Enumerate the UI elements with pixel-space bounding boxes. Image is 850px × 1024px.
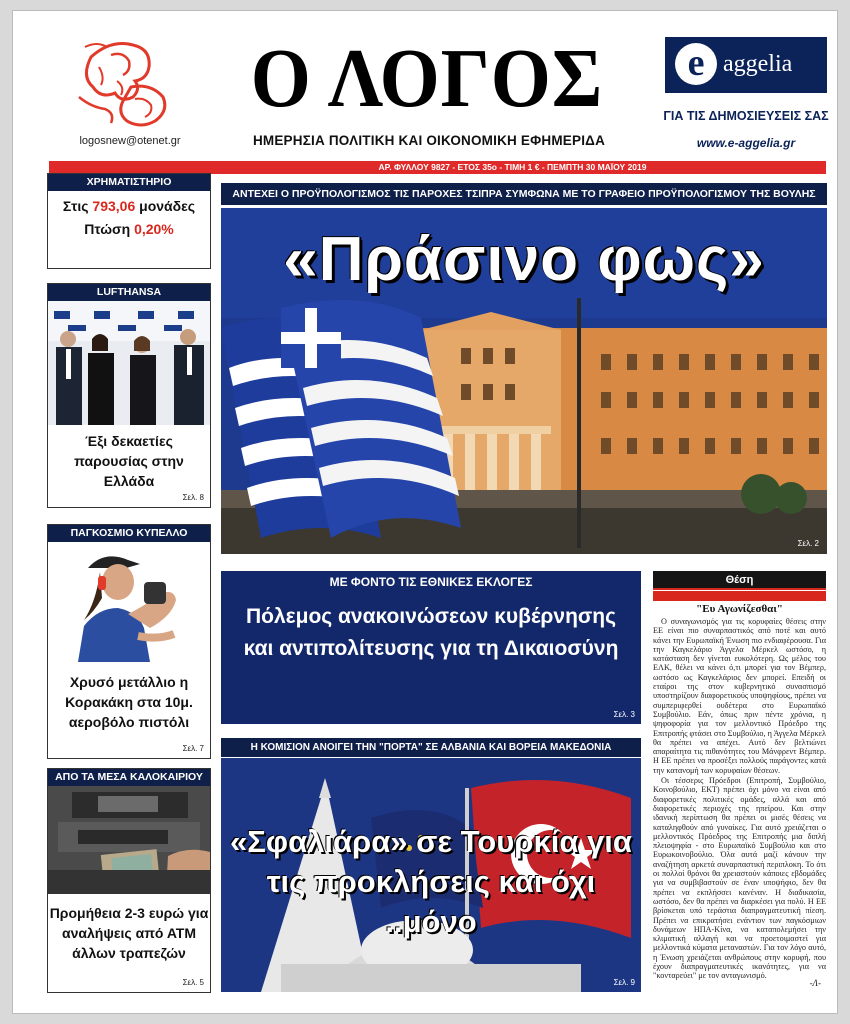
sidebar-story-text: Προμήθεια 2-3 ευρώ για αναλήψεις από ΑΤΜ άλλων τραπεζών <box>49 905 209 961</box>
ad-url-link[interactable]: www.e-aggelia.gr <box>696 136 796 150</box>
ad-tagline: ΓΙΑ ΤΙΣ ΔΗΜΟΣΙΕΥΣΕΙΣ ΣΑΣ <box>663 109 829 123</box>
lufthansa-photo-art <box>48 301 210 425</box>
lead-story-kicker: ΑΝΤΕΧΕΙ Ο ΠΡΟΫΠΟΛΟΓΙΣΜΟΣ ΤΙΣ ΠΑΡΟΧΕΣ ΤΣΙΠΡΑ ΣΥΜΦΩΝΑ ΜΕ ΤΟ ΓΡΑΦΕΙΟ ΠΡΟΫΠΟΛΟΓΙΣΜΟΥ ΤΗΣ ΒΟΥΛΗΣ <box>221 183 827 205</box>
stock-header: ΧΡΗΜΑΤΙΣΤΗΡΙΟ <box>48 174 210 191</box>
sidebar-story-header: LUFTHANSA <box>48 284 210 301</box>
stock-index-line <box>48 198 210 214</box>
e-logo-icon: e <box>675 43 717 85</box>
opinion-paragraph: Ο συναγωνισμός για τις κορυφαίες θέσεις στην ΕΕ είναι πιο συναρπαστικός από ποτέ και αυτό κάνει την Ευρωπαϊκή Ένωση πιο ενδιαφέρουσα. Για την Καγκελάριο Άγγελα Μέρκελ ωστόσο, η κατάσταση δεν γίνεται ευκολότερη. Ως μέλος του ΕΛΚ, θέλει να κάνει ό,τι μπορεί για τον Βέμπερ, ωστόσο ως Καγκελάριος δεν μπορεί. Επειδή οι εταίροι της στον κυβερνητικό συνασπισμό υποστηρίζουν διαφορετικούς υποψηφίους, πρέπει να συμπεριφερθεί ουδέτερα στο Ευρωπαϊκό Συμβούλιο. Εάν, όπως πριν πέντε χρόνια, η ψηφοφορία για τον μελλοντικό Πρόεδρο της Επιτροπής φτάσει στο Συμβούλιο, η Άγγελα Μέρκελ θα πρέπει να απέχει. Αυτό δεν βελτιώνει απαραίτητα τις πιθανότητες του Μάνφρεντ Βέμπερ. Η ΕΕ πρέπει να προσέξει πολλούς παράγοντες κατά την κατανομή των κορυφαίων θέσεων. <box>653 617 826 775</box>
sidebar-story-text: Έξι δεκαετίες παρουσίας στην Ελλάδα <box>74 433 184 489</box>
turkey-story-headline: «Σφαλιάρα» σε Τουρκία για τις προκλήσεις και όχι ..μόνο <box>230 824 632 939</box>
stock-index-value: 793,06 <box>92 198 136 214</box>
atm-photo <box>48 786 210 894</box>
sidebar-story-shooting[interactable] <box>47 524 211 759</box>
ad-brand-word: aggelia <box>723 51 793 77</box>
sidebar-story-header: ΑΠΟ ΤΑ ΜΕΣΑ ΚΑΛΟΚΑΙΡΙΟΥ <box>48 769 210 786</box>
lead-story[interactable] <box>221 208 827 554</box>
stock-index-suffix: μονάδες <box>139 198 196 214</box>
newspaper-front-page <box>12 10 838 1014</box>
page-reference: Σελ. 8 <box>182 493 204 502</box>
turkey-story-kicker: Η ΚΟΜΙΣΙΟΝ ΑΝΟΙΓΕΙ ΤΗΝ "ΠΟΡΤΑ" ΣΕ ΑΛΒΑΝΙΑ ΚΑΙ ΒΟΡΕΙΑ ΜΑΚΕΔΟΝΙΑ <box>221 738 641 757</box>
stock-change-value: 0,20% <box>134 221 174 237</box>
opinion-title: "Ευ Αγωνίζεσθαι" <box>696 603 783 615</box>
issue-info-text: ΑΡ. ΦΥΛΛΟΥ 9827 - ΕΤΟΣ 35ο - ΤΙΜΗ 1 € - ΠΕΜΠΤΗ 30 ΜΑΪΟΥ 2019 <box>378 162 647 172</box>
opinion-paragraph: Οι τέσσερις Πρόεδροι (Επιτροπή, Συμβούλιο, Κοινοβούλιο, ΕΚΤ) πρέπει όχι μόνο να είναι από διαφορετικές πολιτικές ομάδες, αλλά και από διαφορετικές περιοχές της ηπείρου. Και στην ιδανική περίπτωση θα πρέπει οι μισές θέσεις να καταληφθούν από γυναίκες. Για αυτό χρειάζεται ο μελλοντικός Πρόεδρος της Επιτροπής μια διπλή πλειοψηφία - στο Ευρωπαϊκό Συμβούλιο και στο Ευρωκοινοβούλιο. Όλα αυτά μαζί κάνουν την αναζήτηση αρκετά συναρπαστική περιπλοκη. Το ότι οι πολλοί θρόνοι θα χρειαστούν κάποιες εβδομάδες για να συμβιβαστούν σε έναν υποψήφιο, δεν θα πρέπει να εκπλήσσει κανέναν. Η διαδικασία, ωστόσο, δεν θα πρέπει να διαρκέσει για πολύ. Η ΕΕ βρίσκεται υπό τεράστια διαπραγματευτική πίεση. Πρέπει να επικρατήσει ενάντιον των παγκόσμιων δυνάμεων ΗΠΑ-Κίνα, να καταπολεμήσει την κλιματική αλλαγή και να προετοιμαστεί για μελλοντικά κύματα μεταναστών. Για τον λόγο αυτό, η Ένωση χρειάζεται ανθρώπους στην κορυφή, που έχουν διαπραγματευτικές ικανότητες, για να "κονταρεύει" με τον ανταγωνισμό. <box>653 776 826 981</box>
athlete-photo <box>48 542 210 662</box>
justice-story-kicker: ΜΕ ΦΟΝΤΟ ΤΙΣ ΕΘΝΙΚΕΣ ΕΚΛΟΓΕΣ <box>329 575 533 589</box>
newspaper-logo-illustration <box>71 37 175 133</box>
stock-change-prefix: Πτώση <box>84 221 131 237</box>
sidebar-story-atm[interactable] <box>47 768 211 993</box>
page-reference: Σελ. 7 <box>182 744 204 753</box>
page-reference: Σελ. 9 <box>613 978 635 987</box>
opinion-body <box>653 617 826 989</box>
stock-change-line <box>48 221 210 237</box>
lufthansa-photo <box>48 301 210 425</box>
page-reference: Σελ. 3 <box>613 710 635 719</box>
stock-index-prefix: Στις <box>62 198 89 214</box>
newspaper-title: Ο ΛΟΓΟΣ <box>250 32 604 125</box>
lead-headline: «Πράσινο φως» <box>283 225 765 294</box>
sidebar-story-header: ΠΑΓΚΟΣΜΙΟ ΚΥΠΕΛΛΟ <box>48 525 210 542</box>
newspaper-subtitle: ΗΜΕΡΗΣΙΑ ΠΟΛΙΤΙΚΗ ΚΑΙ ΟΙΚΟΝΟΜΙΚΗ ΕΦΗΜΕΡΙΔΑ <box>252 133 606 148</box>
sidebar-story-lufthansa[interactable] <box>47 283 211 508</box>
opinion-header-accent <box>653 591 826 601</box>
opinion-header: Θέση <box>653 571 826 590</box>
justice-story-headline: Πόλεμος ανακοινώσεων κυβέρνησης και αντιπολίτευσης για τη Δικαιοσύνη <box>243 605 619 660</box>
page-reference: Σελ. 5 <box>182 978 204 987</box>
stock-market-box[interactable] <box>47 173 211 269</box>
opinion-signature: -Λ- <box>809 978 821 988</box>
atm-photo-art <box>48 786 210 894</box>
e-aggelia-advert[interactable] <box>665 37 827 93</box>
athlete-photo-art <box>48 542 210 662</box>
turkey-story[interactable] <box>221 758 641 992</box>
sidebar-story-text: Χρυσό μετάλλιο η Κορακάκη στα 10μ. αεροβόλο πιστόλι <box>65 674 193 730</box>
contact-email[interactable]: logosnew@otenet.gr <box>79 135 181 147</box>
justice-story[interactable] <box>221 571 641 724</box>
page-reference: Σελ. 2 <box>797 539 819 548</box>
